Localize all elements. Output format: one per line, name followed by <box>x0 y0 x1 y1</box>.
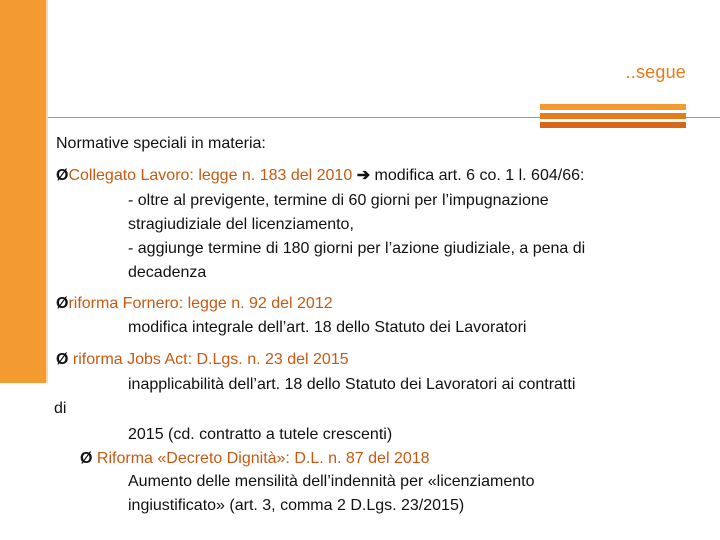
list-item-heading <box>56 350 349 370</box>
list-item-line: Aumento delle mensilità dell’indennità per «licenziamento <box>128 473 535 490</box>
list-item-heading <box>56 166 584 186</box>
list-item-line: ingiustificato» (art. 3, comma 2 D.Lgs. 23/2015) <box>128 497 465 514</box>
right-arrow-icon: ➔ <box>356 167 371 184</box>
bullet-arrow-icon: Ø <box>56 167 69 184</box>
item-heading-bold: legge n. 183 del 2010 <box>198 167 353 184</box>
list-item-line: stragiudiziale del licenziamento, <box>128 216 354 233</box>
intro-text: Normative speciali in materia: <box>56 135 266 152</box>
item-heading-bold: D.L. n. 87 del 2018 <box>294 450 430 467</box>
list-item-line: 2015 (cd. contratto a tutele crescenti) <box>128 426 393 443</box>
list-item-heading <box>56 294 333 314</box>
item-heading-prefix: riforma Jobs Act: <box>72 351 197 368</box>
list-item-line: decadenza <box>128 264 207 281</box>
item-heading-bold: D.Lgs. n. 23 del 2015 <box>196 351 349 368</box>
item-heading-prefix: riforma Fornero: <box>68 295 188 312</box>
bullet-arrow-icon: Ø <box>80 450 93 467</box>
list-item-heading <box>80 449 430 469</box>
list-item-line: di <box>54 400 67 417</box>
list-item-line: inapplicabilità dell’art. 18 dello Statuto dei Lavoratori ai contratti <box>128 376 576 393</box>
item-heading-prefix: Collegato Lavoro: <box>68 167 199 184</box>
bullet-arrow-icon: Ø <box>56 295 69 312</box>
item-heading-prefix: Riforma «Decreto Dignità»: <box>96 450 295 467</box>
bullet-arrow-icon: Ø <box>56 351 69 368</box>
slide-title: ..segue <box>625 62 686 82</box>
item-heading-bold: legge n. 92 del 2012 <box>187 295 333 312</box>
list-item-line: modifica integrale dell’art. 18 dello Statuto dei Lavoratori <box>128 319 527 336</box>
list-item-line: - aggiunge termine di 180 giorni per l’azione giudiziale, a pena di <box>128 240 586 257</box>
list-item-line: - oltre al previgente, termine di 60 giorni per l’impugnazione <box>128 192 549 209</box>
item-heading-suffix: modifica art. 6 co. 1 l. 604/66: <box>370 167 585 184</box>
